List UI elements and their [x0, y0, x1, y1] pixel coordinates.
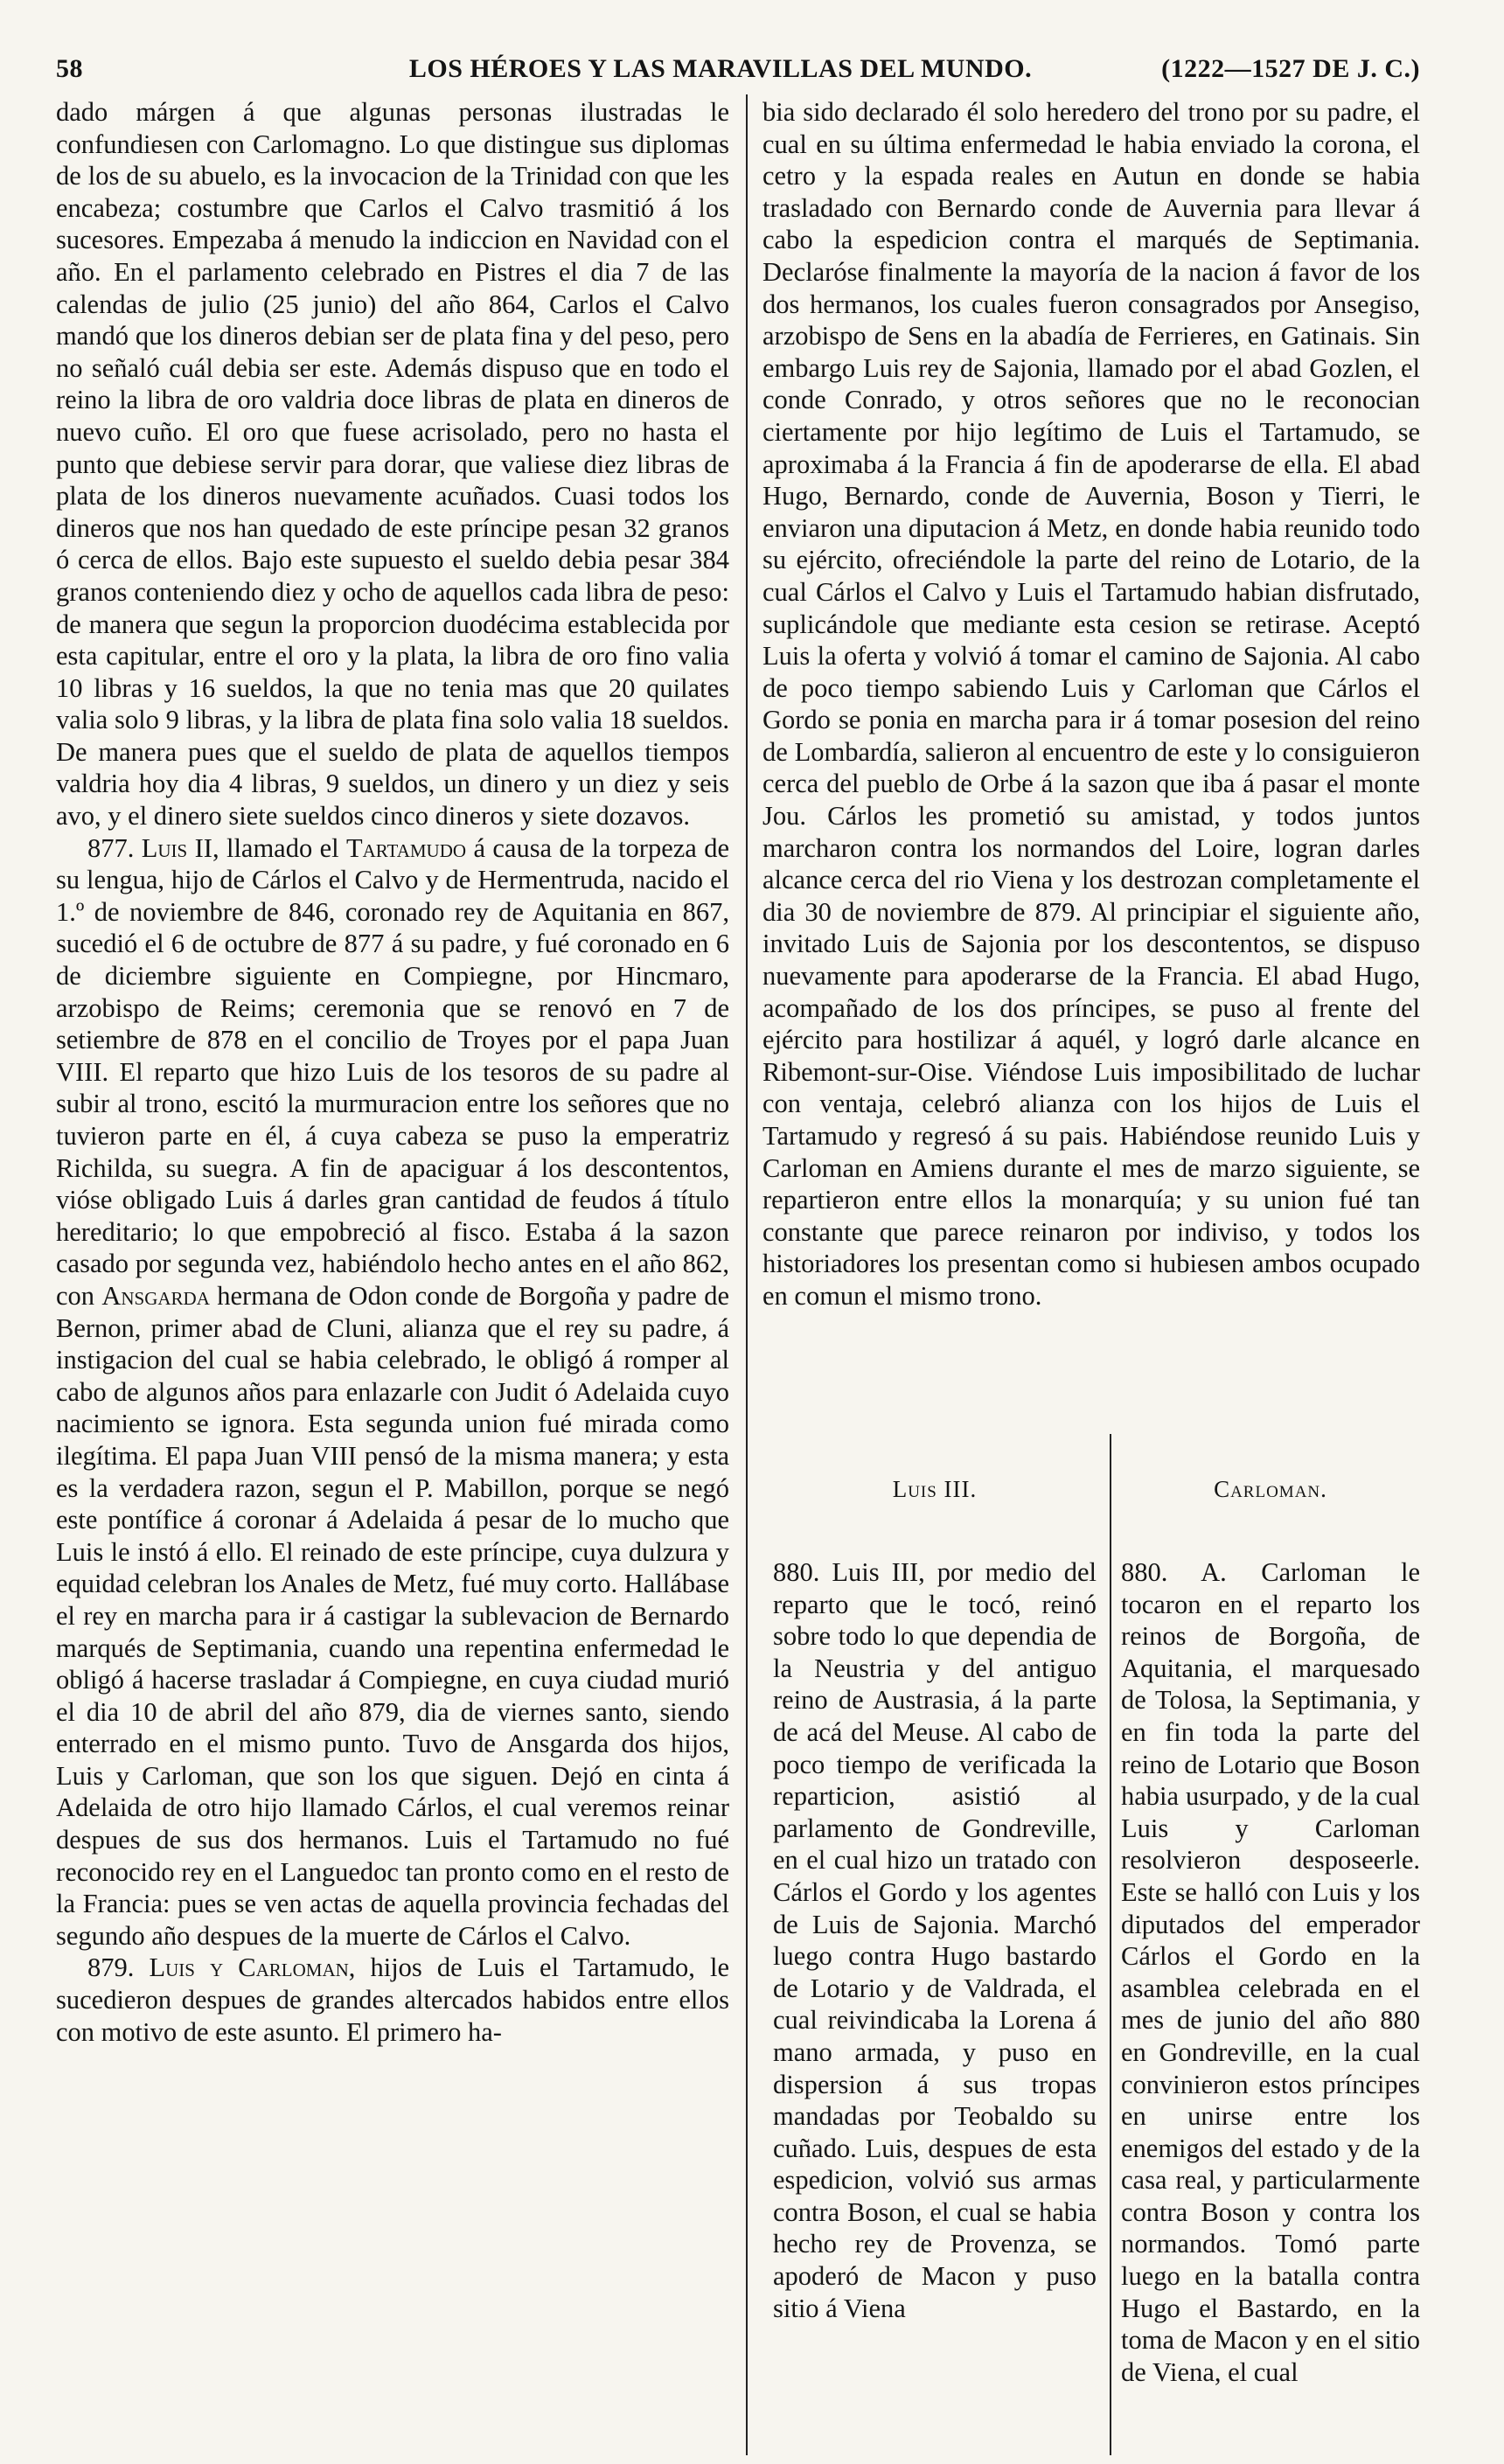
carloman-column [1121, 1556, 1420, 2388]
carloman-heading: Carloman. [1214, 1476, 1327, 1502]
column-divider [746, 94, 748, 2455]
king-name: Luis II [141, 832, 212, 863]
ansgarda-name: Ansgarda [101, 1280, 210, 1311]
page-number: 58 [56, 54, 83, 83]
paragraph-number: 879. [87, 1952, 135, 1983]
page-header [56, 51, 1420, 91]
running-title: LOS HÉROES Y LAS MARAVILLAS DEL MUNDO. [408, 54, 1033, 83]
kings-names: Luis y Carloman [149, 1952, 349, 1983]
paragraph-877: 877. Luis II, llamado el Tartamudo á causa de la torpeza de su lengua, hijo de Cárlos el Calvo y de Hermentruda, nacido el 1.º de noviembre de 846, coronado rey de Aquitania en 867, sucedió el 6 de octubre de 877 á su padre, y fué coronado en 6 de diciembre siguiente en Compiegne, por Hincmaro, arzobispo de Reims; ceremonia que se renovó en 7 de setiembre de 878 en el concilio de Troyes por el papa Juan VIII. El reparto que hizo Luis de los tesoros de su padre al subir al trono, escitó la murmuracion entre los señores que no tuvieron parte en él, á cuya cabeza se puso la emperatriz Richilda, su suegra. A fin de apaciguar á los descontentos, vióse obligado Luis á darles gran cantidad de feudos á título hereditario; lo que empobreció al fisco. Estaba á la sazon casado por segunda vez, habiéndolo hecho antes en el año 862, con Ansgarda hermana de Odon conde de Borgoña y padre de Bernon, primer abad de Cluni, alianza que el rey su padre, á instigacion del cual se habia celebrado, le obligó á romper al cabo de algunos años para enlazarle con Judit ó Adelaida cuyo nacimiento se ignora. Esta segunda union fué mirada como ilegítima. El papa Juan VIII pensó de la misma manera; y esta es la verdadera razon, segun el P. Mabillon, porque se negó este pontífice á coronar á Adelaida á pesar de lo mucho que Luis le instó á ello. El reinado de este príncipe, cuya dulzura y equidad celebran los Anales de Metz, fué muy corto. Hallábase el rey en marcha para ir á castigar la sublevacion de Bernardo marqués de Septimania, cuando una repentina enfermedad le obligó á hacerse trasladar á Compiegne, en cuya ciudad murió el dia 10 de abril del año 879, dia de viernes santo, siendo enterrado en el mismo punto. Tuvo de Ansgarda dos hijos, Luis y Carloman, que son los que siguen. Dejó en cinta á Adelaida de otro hijo llamado Cárlos, el cual veremos reinar despues de sus dos hermanos. Luis el Tartamudo no fué reconocido rey en el Languedoc tan pronto como en el resto de la Francia: pues se ven actas de aquella provincia fechadas del segundo año despues de la muerte de Cárlos el Calvo. [56, 832, 729, 1951]
carloman-paragraph: 880. A. Carloman le tocaron en el reparto los reinos de Borgoña, de Aquitania, el marquesado de Tolosa, la Septimania, y en fin toda la parte del reino de Lotario que Boson habia usurpado, y de la cual Luis y Carloman resolvieron desposeerle. Este se halló con Luis y los diputados del emperador Cárlos el Gordo en la asamblea celebrada en el mes de junio del año 880 en Gondreville, en la cual convinieron estos príncipes en unirse entre los enemigos del estado y de la casa real, y particularmente contra Boson y contra los normandos. Tomó parte luego en la batalla contra Hugo el Bastardo, en la toma de Macon y en el sitio de Viena, el cual [1121, 1557, 1420, 2387]
paragraph-879: 879. Luis y Carloman, hijos de Luis el Tartamudo, le sucedieron despues de grandes altercados habidos entre ellos con motivo de este asunto. El primero ha- [56, 1952, 730, 2047]
paragraph-continued: dado márgen á que algunas personas ilustradas le confundiesen con Carlomagno. Lo que distingue sus diplomas de los de su abuelo, es la invocacion de la Trinidad con que les encabeza; costumbre que Carlos el Calvo trasmitió á los sucesores. Empezaba á menudo la indiccion en Navidad con el año. En el parlamento celebrado en Pistres el dia 7 de las calendas de julio (25 junio) del año 864, Carlos el Calvo mandó que los dineros debian ser de plata fina y del peso, pero no señaló cuál debia ser este. Además dispuso que en todo el reino la libra de oro valdria doce libras de plata en dineros de nuevo cuño. El oro que fuese acrisolado, pero no hasta el punto que debiese servir para dorar, que valiese diez libras de plata de los dineros nuevamente acuñados. Cuasi todos los dineros que nos han quedado de este príncipe pesan 32 granos ó cerca de ellos. Bajo este supuesto el sueldo debia pesar 384 granos conteniendo diez y ocho de aquellos cada libra de peso: de manera que segun la proporcion duodécima establecida por esta capitular, entre el oro y la plata, la libra de oro fino valia 10 libras y 16 sueldos, la que no tenia mas que 20 quilates valia solo 9 libras, y la libra de plata fina solo valia 18 sueldos. De manera pues que el sueldo de plata de aquellos tiempos valdria hoy dia 4 libras, 9 sueldos, un dinero y un diez y seis avo, y el dinero siete sueldos cinco dineros y siete dozavos. [56, 97, 729, 832]
luis-iii-column [773, 1556, 1097, 2324]
right-column [762, 96, 1420, 1312]
date-range: (1222—1527 DE J. C.) [1161, 54, 1420, 83]
paragraph-continued: bia sido declarado él solo heredero del trono por su padre, el cual en su última enfermedad le habia enviado la corona, el cetro y la espada reales en Autun en donde se habia trasladado con Bernardo conde de Auvernia para llevar á cabo la espedicion contra el marqués de Septimania. Declaróse finalmente la mayoría de la nacion á favor de los dos hermanos, los cuales fueron consagrados por Ansegiso, arzobispo de Sens en la abadía de Ferrieres, en Gatinais. Sin embargo Luis rey de Sajonia, llamado por el abad Gozlen, el conde Conrado, y otros señores que no le reconocian ciertamente por hijo legítimo de Luis el Tartamudo, se aproximaba á la Francia á fin de apoderarse de ella. El abad Hugo, Bernardo, conde de Auvernia, Boson y Tierri, le enviaron una diputacion á Metz, en donde habia reunido todo su ejército, ofreciéndole la parte del reino de Lotario, de la cual Cárlos el Calvo y Luis el Tartamudo habian disfrutado, suplicándole que mediante esta cesion se retirase. Aceptó Luis la oferta y volvió á tomar el camino de Sajonia. Al cabo de poco tiempo sabiendo Luis y Carloman que Cárlos el Gordo se ponia en marcha para ir á tomar posesion del reino de Lombardía, salieron al encuentro de este y lo consiguieron cerca del pueblo de Orbe á la sazon que iba á pasar el monte Jou. Cárlos les prometió su amistad, y todos juntos marcharon contra los normandos del Loire, logran darles alcance cerca del rio Viena y los destrozan completamente el dia 30 de noviembre de 879. Al principiar el siguiente año, invitado Luis de Sajonia por los descontentos, se dispuso nuevamente para apoderarse de la Francia. El abad Hugo, acompañado de los dos príncipes, se puso al frente del ejército para hostilizar á aquél, y logró darle alcance en Ribemont-sur-Oise. Viéndose Luis imposibilitado de luchar con ventaja, celebró alianza con los hijos de Luis el Tartamudo y regresó á su pais. Habiéndose reunido Luis y Carloman en Amiens durante el mes de marzo siguiente, se repartieron entre ellos la monarquía; y su union fué tan constante que parece reinaron por indiviso, y todos los historiadores los presentan como si hubiesen ambos ocupado en comun el mismo trono. [762, 97, 1420, 1311]
paragraph-number: 877. [87, 832, 135, 863]
left-column [56, 96, 729, 2048]
luis-iii-heading: Luis III. [892, 1476, 978, 1502]
subcolumn-divider [1110, 1434, 1111, 2455]
king-nickname: Tartamudo [346, 832, 467, 863]
luis-iii-paragraph: 880. Luis III, por medio del reparto que le tocó, reinó sobre todo lo que dependia de la Neustria y del antiguo reino de Austrasia, á la parte de acá del Meuse. Al cabo de poco tiempo de verificada la reparticion, asistió al parlamento de Gondreville, en el cual hizo un tratado con Cárlos el Gordo y los agentes de Luis de Sajonia. Marchó luego contra Hugo bastardo de Lotario y de Valdrada, el cual reivindicaba la Lorena á mano armada, y puso en dispersion á sus tropas mandadas por Teobaldo su cuñado. Luis, despues de esta espedicion, volvió sus armas contra Boson, el cual se habia hecho rey de Provenza, se apoderó de Macon y puso sitio á Viena [773, 1557, 1097, 2323]
